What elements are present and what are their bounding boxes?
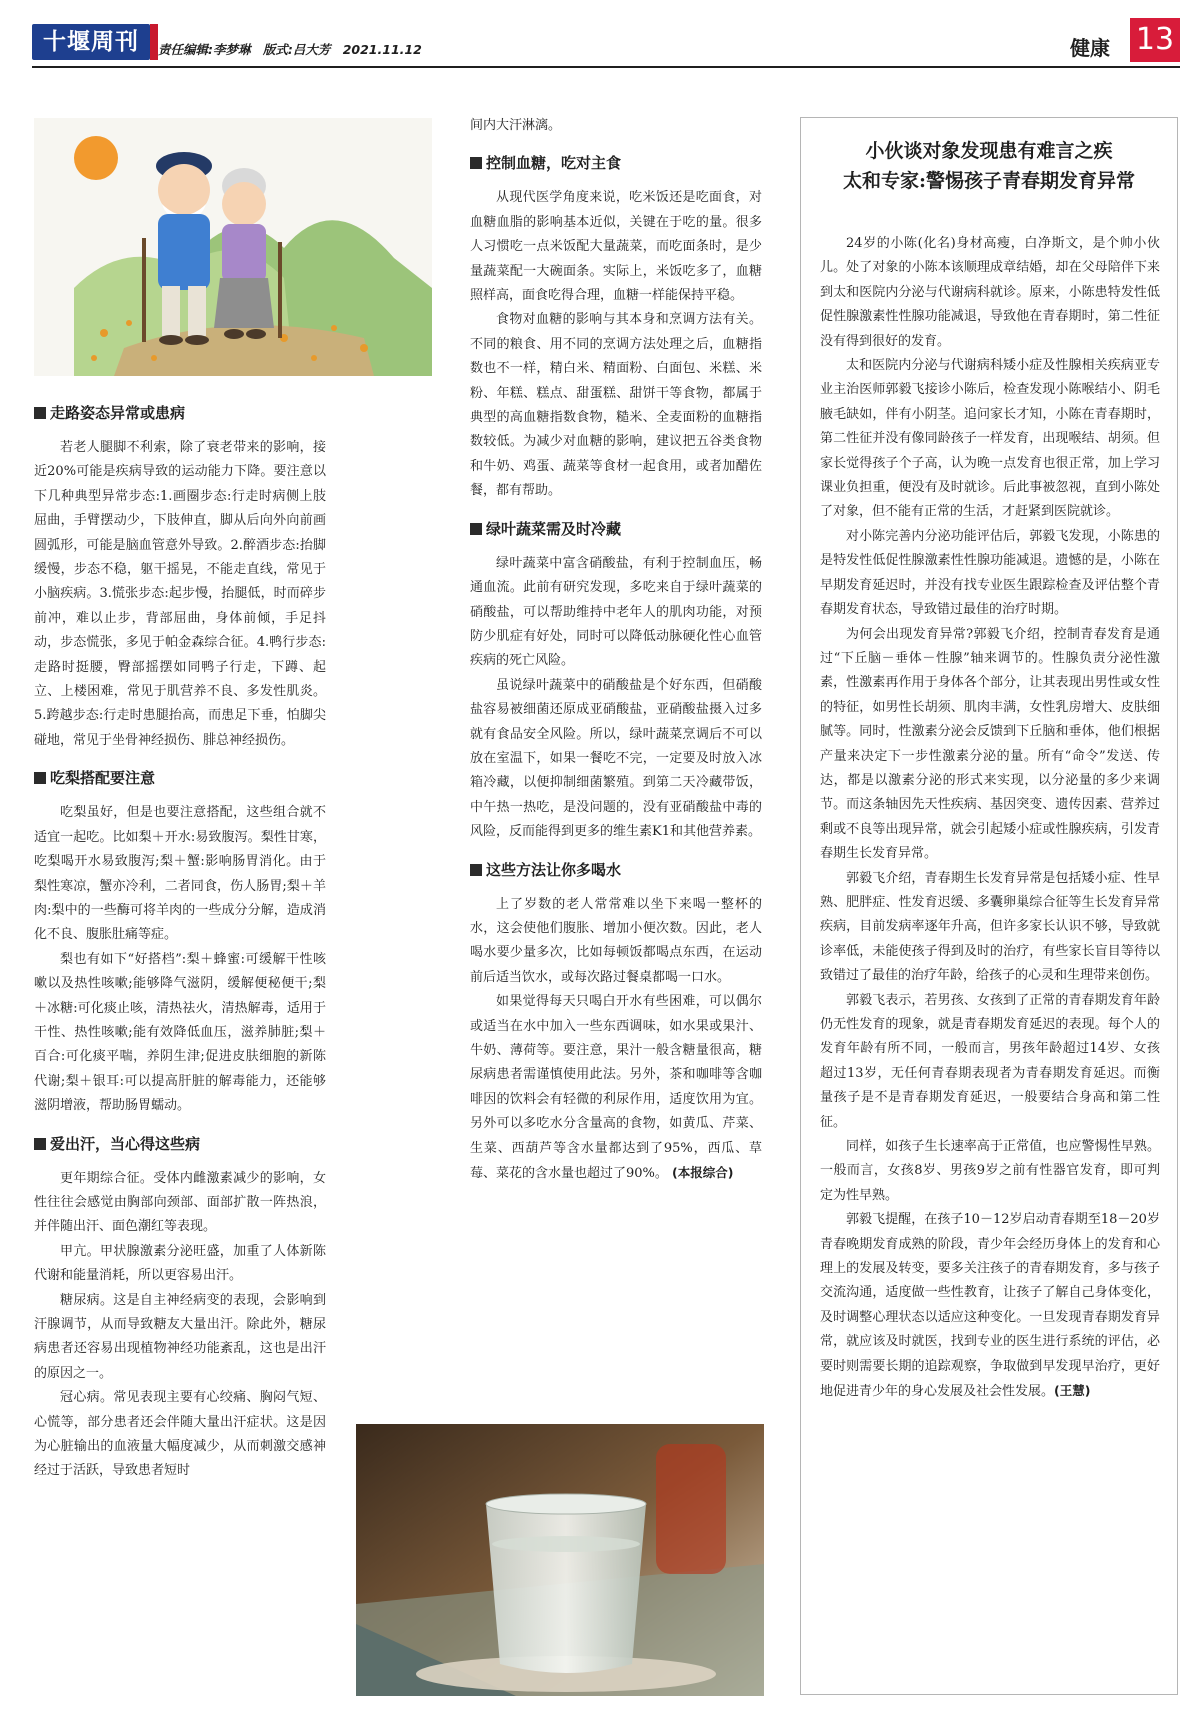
paragraph: 上了岁数的老人常常难以坐下来喝一整杯的水，这会使他们腹胀、增加小便次数。因此，老人喝水要少量多次，比如每顿饭都喝点东西，在运动前后适当饮水，或每次路过餐桌都喝一口水。	[470, 896, 762, 985]
paragraph: 郭毅飞提醒，在孩子10－12岁启动青春期至18－20岁青春晚期发育成熟的阶段，青少年会经历身体上的发育和心理上的发展及转变，要多关注孩子的青春期发育，多与孩子交流沟通，适度做一些性教育，让孩子了解自己身体变化，及时调整心理状态以适应这种变化。一旦发现青春期发育异常，就应该及时就医，找到专业的医生进行系统的评估，必要时则需要长期的追踪观察，争取做到早发现早治疗，更好地促进青少年的身心发展及社会性发展。(王慧)	[820, 1212, 1160, 1400]
paragraph: 郭毅飞表示，若男孩、女孩到了正常的青春期发育年龄仍无性发育的现象，就是青春期发育延迟的表现。每个人的发育年龄有所不同，一般而言，男孩年龄超过14岁、女孩超过13岁，无任何青春期表现者为青春期发育延迟。而衡量孩子是不是青春期发育延迟，一般要结合身高和第二性征。	[820, 992, 1160, 1130]
subhead-gait: 走路姿态异常或患病	[34, 402, 326, 424]
paragraph: 冠心病。常见表现主要有心绞痛、胸闷气短、心慌等，部分患者还会伴随大量出汗症状。这是因为心脏输出的血液量大幅度减少，从而刺激交感神经过于活跃，导致患者短时	[34, 1390, 326, 1479]
paragraph: 食物对血糖的影响与其本身和烹调方法有关。不同的粮食、用不同的烹调方法处理之后，血糖指数也不一样，精白米、精面粉、白面包、米糕、米粉、年糕、糕点、甜蛋糕、甜饼干等食物，都属于典型的高血糖指数食物，糙米、全麦面粉的血糖指数较低。为减少对血糖的影响，建议把五谷类食物和牛奶、鸡蛋、蔬菜等食材一起食用，或者加醋佐餐，都有帮助。	[470, 312, 762, 499]
column-2	[470, 114, 762, 1186]
square-bullet-icon	[34, 407, 46, 419]
elderly-couple-illustration	[34, 118, 432, 376]
feature-headline	[800, 136, 1178, 196]
paragraph: 更年期综合征。受体内雌激素减少的影响，女性往往会感觉由胸部向颈部、面部扩散一阵热浪，并伴随出汗、面色潮红等表现。	[34, 1170, 326, 1235]
square-bullet-icon	[470, 864, 482, 876]
paragraph: 对小陈完善内分泌功能评估后，郭毅飞发现，小陈患的是特发性低促性腺激素性性腺功能减退。遗憾的是，小陈在早期发育延迟时，并没有找专业医生跟踪检查及评估整个青春期发育状态，导致错过最佳的治疗时期。	[820, 528, 1160, 618]
water-glass-photo	[356, 1424, 764, 1696]
paragraph: 24岁的小陈(化名)身材高瘦，白净斯文，是个帅小伙儿。处了对象的小陈本该顺理成章结婚，却在父母陪伴下来到太和医院内分泌与代谢病科就诊。原来，小陈患特发性低促性腺激素性性腺功能减退，导致他在青春期时，第二性征没有得到很好的发育。	[820, 236, 1160, 349]
paragraph: 虽说绿叶蔬菜中的硝酸盐是个好东西，但硝酸盐容易被细菌还原成亚硝酸盐，亚硝酸盐摄入过多就有食品安全风险。所以，绿叶蔬菜烹调后不可以放在室温下，如果一餐吃不完，一定要及时放入冰箱冷藏，以便抑制细菌繁殖。到第二天冷藏带饭，中午热一热吃，是没问题的，没有亚硝酸盐中毒的风险，反而能得到更多的维生素K1和其他营养素。	[470, 677, 762, 840]
square-bullet-icon	[470, 157, 482, 169]
paragraph: 郭毅飞介绍，青春期生长发育异常是包括矮小症、性早熟、肥胖症、性发育迟缓、多囊卵巢综合征等生长发育异常疾病，目前发病率逐年升高，但许多家长认识不够，导致就诊率低，未能使孩子得到及时的治疗，有些家长盲目等待以致错过了最佳的治疗年龄，给孩子的心灵和生理带来创伤。	[820, 870, 1160, 984]
subhead-pear: 吃梨搭配要注意	[34, 767, 326, 789]
paragraph: 从现代医学角度来说，吃米饭还是吃面食，对血糖血脂的影响基本近似，关键在于吃的量。很多人习惯吃一点米饭配大量蔬菜，而吃面条时，是少量蔬菜配一大碗面条。实际上，米饭吃多了，血糖照样高，面食吃得合理，血糖一样能保持平稳。	[470, 190, 762, 304]
square-bullet-icon	[34, 1138, 46, 1150]
column-3	[820, 232, 1160, 1405]
paragraph: 如果觉得每天只喝白开水有些困难，可以偶尔或适当在水中加入一些东西调味，如水果或果汁、牛奶、薄荷等。要注意，果汁一般含糖量很高，糖尿病患者需谨慎使用此法。另外，茶和咖啡等含咖啡因的饮料会有轻微的利尿作用，适度饮用为宜。另外可以多吃水分含量高的食物，如黄瓜、芹菜、生菜、西葫芦等含水量都达到了95%，西瓜、草莓、菜花的含水量也超过了90%。 (本报综合)	[470, 994, 762, 1182]
source-credit: (本报综合)	[672, 1165, 734, 1181]
layout-designer: 版式:吕大芳	[262, 42, 331, 57]
paragraph: 绿叶蔬菜中富含硝酸盐，有利于控制血压，畅通血流。此前有研究发现，多吃来自于绿叶蔬菜的硝酸盐，可以帮助维持中老年人的肌肉功能，对预防少肌症有好处，同时可以降低动脉硬化性心血管疾病的死亡风险。	[470, 555, 762, 669]
column-1	[34, 388, 326, 1484]
subhead-blood-sugar: 控制血糖，吃对主食	[470, 152, 762, 174]
subhead-water: 这些方法让你多喝水	[470, 859, 762, 881]
page-header	[32, 18, 1180, 70]
paragraph: 吃梨虽好，但是也要注意搭配，这些组合就不适宜一起吃。比如梨＋开水:易致腹泻。梨性甘寒，吃梨喝开水易致腹泻;梨＋蟹:影响肠胃消化。由于梨性寒凉，蟹亦冷利，二者同食，伤人肠胃;梨＋羊肉:梨中的一些酶可将羊肉的一些成分分解，造成消化不良、腹胀肚痛等症。	[34, 805, 326, 943]
page-number: 13	[1130, 18, 1180, 62]
paragraph: 梨也有如下“好搭档”:梨＋蜂蜜:可缓解干性咳嗽以及热性咳嗽;能够降气滋阴，缓解便秘便干;梨＋冰糖:可化痰止咳，清热祛火，清热解毒，适用于干性、热性咳嗽;能有效降低血压，滋养肺脏;梨＋百合:可化痰平喘，养阴生津;促进皮肤细胞的新陈代谢;梨＋银耳:可以提高肝脏的解毒能力，还能够滋阴增液，帮助肠胃蠕动。	[34, 951, 326, 1114]
paragraph: 甲亢。甲状腺激素分泌旺盛，加重了人体新陈代谢和能量消耗，所以更容易出汗。	[34, 1243, 326, 1284]
subhead-greens: 绿叶蔬菜需及时冷藏	[470, 518, 762, 540]
issue-date: 2021.11.12	[342, 42, 422, 57]
paragraph: 若老人腿脚不利索，除了衰老带来的影响，接近20%可能是疾病导致的运动能力下降。要注意以下几种典型异常步态:1.画圈步态:行走时病侧上肢屈曲，手臂摆动少，下肢伸直，脚从后向外向前画圆弧形，可能是脑血管意外导致。2.醉酒步态:抬脚缓慢，步态不稳，躯干摇晃，不能走直线，常见于小脑疾病。3.慌张步态:起步慢，抬腿低，时而碎步前冲，难以止步，背部屈曲，身体前倾，手足抖动，步态慌张，多见于帕金森综合征。4.鸭行步态:走路时挺腰，臀部摇摆如同鸭子行走，下蹲、起立、上楼困难，常见于肌营养不良、多发性肌炎。5.跨越步态:行走时患腿抬高，而患足下垂，怕脚尖碰地，常见于坐骨神经损伤、腓总神经损伤。	[34, 440, 326, 748]
headline-line-2: 太和专家:警惕孩子青春期发育异常	[842, 170, 1135, 192]
paragraph: 太和医院内分泌与代谢病科矮小症及性腺相关疾病亚专业主治医师郭毅飞接诊小陈后，检查发现小陈喉结小、阴毛腋毛缺如，伴有小阴茎。追问家长才知，小陈在青春期时，第二性征并没有像同龄孩子一样发育，出现喉结、胡须。但家长觉得孩子个子高，认为晚一点发育也很正常，加上学习课业负担重，便没有及时就诊。后此事被忽视，直到小陈处了对象，但不能有正常的生活，才赶紧到医院就诊。	[820, 358, 1160, 520]
section-name: 健康	[1070, 36, 1110, 60]
subhead-sweat: 爱出汗，当心得这些病	[34, 1133, 326, 1155]
author-credit: (王慧)	[1054, 1383, 1091, 1399]
paragraph: 同样，如孩子生长速率高于正常值，也应警惕性早熟。一般而言，女孩8岁、男孩9岁之前有性器官发育，即可判定为性早熟。	[820, 1139, 1160, 1203]
headline-line-1: 小伙谈对象发现患有难言之疾	[865, 140, 1113, 162]
square-bullet-icon	[470, 523, 482, 535]
square-bullet-icon	[34, 772, 46, 784]
masthead-logo: 十堰周刊	[32, 24, 150, 60]
editor-credits	[158, 40, 430, 58]
paragraph: 糖尿病。这是自主神经病变的表现，会影响到汗腺调节，从而导致糖友大量出汗。除此外，糖尿病患者还容易出现植物神经功能紊乱，这也是出汗的原因之一。	[34, 1292, 326, 1381]
header-rule	[32, 66, 1180, 68]
editor-name: 责任编辑:李梦琳	[158, 42, 251, 57]
paragraph-continued: 间内大汗淋漓。	[470, 118, 562, 133]
paragraph: 为何会出现发育异常?郭毅飞介绍，控制青春发育是通过“下丘脑－垂体－性腺”轴来调节的。性腺负责分泌性激素，性激素再作用于身体各个部分，让其表现出男性或女性的特征，如男性长胡须、肌肉丰满，女性乳房增大、皮肤细腻等。同时，性激素分泌会反馈到下丘脑和垂体，他们根据产量来决定下一步性激素分泌的量。所有“命令”发送、传达，都是以激素分泌的形式来实现，以分泌量的多少来调节。而这条轴因先天性疾病、基因突变、遗传因素、营养过剩或不良等出现异常，就会引起矮小症或性腺疾病，引发青春期生长发育异常。	[820, 626, 1160, 862]
